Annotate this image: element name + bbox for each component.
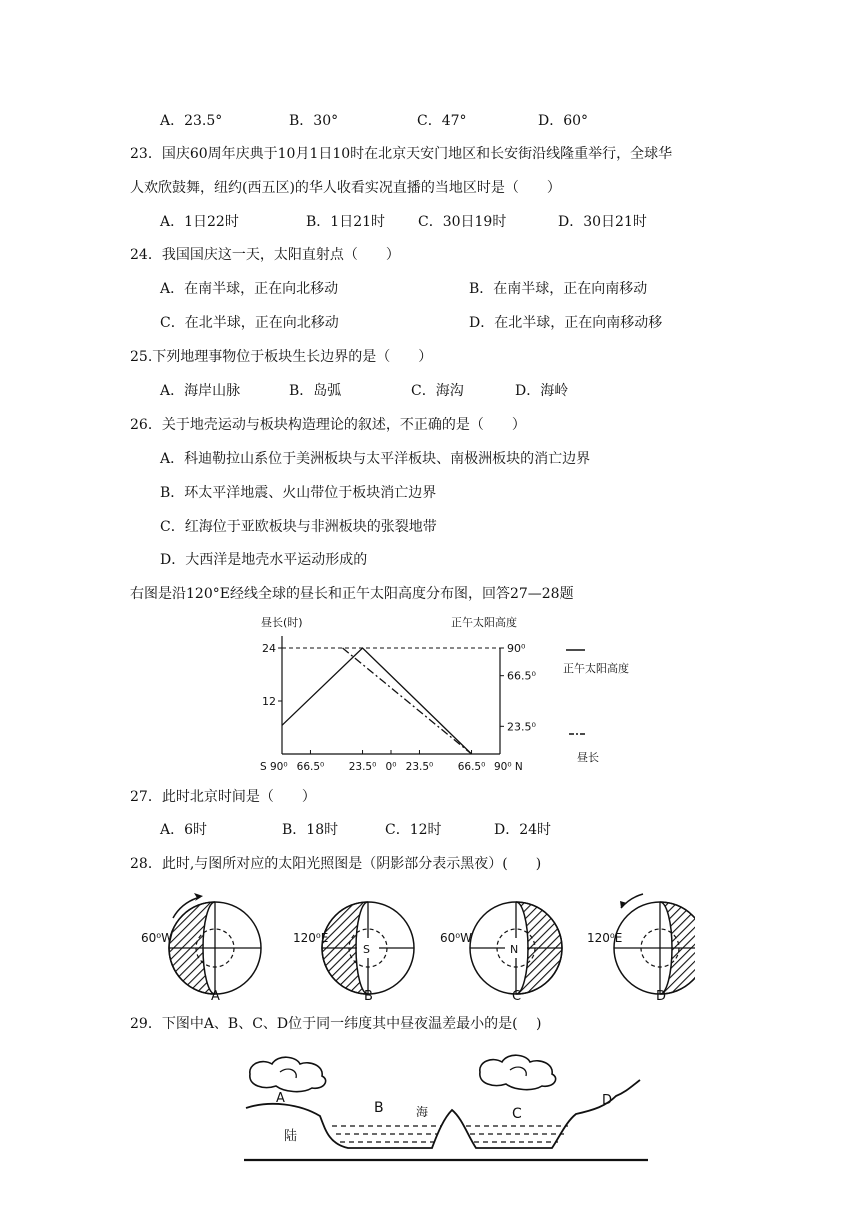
q29-stem: 29．下图中A、B、C、D位于同一纬度其中昼夜温差最小的是( ) xyxy=(130,1016,542,1032)
chart-right-tick-label: 66.5⁰ xyxy=(507,669,536,683)
q27-28-intro: 右图是沿120°E经线全球的昼长和正午太阳高度分布图，回答27—28题 xyxy=(130,586,574,602)
q23-option-c: C．30日19时 xyxy=(418,214,507,230)
q22-option-a: A．23.5° xyxy=(160,113,223,129)
globe-a-meridian: 60⁰W xyxy=(141,931,173,945)
globe-a xyxy=(169,893,261,994)
chart-right-tick-label: 23.5⁰ xyxy=(507,720,536,734)
daylength-sun-altitude-chart xyxy=(255,608,645,778)
globe-c-label: C xyxy=(512,989,522,1002)
chart-left-tick-label: 12 xyxy=(262,695,276,708)
globe-d-meridian: 120⁰E xyxy=(587,931,623,945)
chart-x-tick-label: 66.5⁰ xyxy=(296,761,325,773)
q23-stem-line2: 人欢欣鼓舞，纽约(西五区)的华人收看实况直播的当地区时是（ ） xyxy=(130,180,561,196)
sea-label: 海 xyxy=(416,1105,429,1119)
q25-option-c: C．海沟 xyxy=(411,383,464,399)
chart-x-tick-label: 0⁰ xyxy=(385,761,397,773)
q23-option-b: B．1日21时 xyxy=(306,214,386,230)
chart-left-axis-title: 昼长(时) xyxy=(261,616,303,629)
globe-d xyxy=(614,894,695,994)
q23-option-a: A．1日22时 xyxy=(160,214,239,230)
chart-x-tick-label: S 90⁰ xyxy=(260,761,288,773)
q23-stem-line1: 23．国庆60周年庆典于10月1日10时在北京天安门地区和长安街沿线隆重举行，全球华 xyxy=(130,146,673,162)
q27-option-c: C．12时 xyxy=(385,822,442,838)
q24-option-d: D．在北半球，正在向南移动移 xyxy=(469,315,663,331)
land-sea-diagram xyxy=(240,1052,660,1176)
series-day-length-line xyxy=(343,648,472,754)
q27-option-a: A．6时 xyxy=(160,822,208,838)
q26-option-b: B．环太平洋地震、火山带位于板块消亡边界 xyxy=(160,485,437,501)
chart-right-axis-title: 正午太阳高度 xyxy=(451,616,517,629)
globe-a-label: A xyxy=(211,989,220,1002)
q23-option-d: D．30日21时 xyxy=(558,214,647,230)
q26-option-d: D．大西洋是地壳水平运动形成的 xyxy=(160,552,368,568)
q24-stem: 24．我国国庆这一天，太阳直射点（ ） xyxy=(130,247,400,263)
globe-b-label: B xyxy=(364,989,373,1002)
q26-option-c: C．红海位于亚欧板块与非洲板块的张裂地带 xyxy=(160,519,437,535)
q28-stem: 28．此时,与图所对应的太阳光照图是（阴影部分表示黑夜）( ) xyxy=(130,856,542,872)
q26-stem: 26．关于地壳运动与板块构造理论的叙述，不正确的是（ ） xyxy=(130,417,526,433)
land-label: 陆 xyxy=(284,1129,298,1144)
q26-option-a: A．科迪勒拉山系位于美洲板块与太平洋板块、南极洲板块的消亡边界 xyxy=(160,451,591,467)
q24-option-a: A．在南半球，正在向北移动 xyxy=(160,281,339,297)
globe-b-meridian: 120⁰E xyxy=(293,931,329,945)
q22-option-c: C．47° xyxy=(417,113,467,129)
q25-option-a: A．海岸山脉 xyxy=(160,383,241,399)
q24-option-b: B．在南半球，正在向南移动 xyxy=(469,281,648,297)
point-b-label: B xyxy=(374,1100,384,1116)
q27-option-d: D．24时 xyxy=(494,822,552,838)
q22-option-b: B．30° xyxy=(289,113,339,129)
chart-x-tick-label: 66.5⁰ xyxy=(457,761,486,773)
point-c-label: C xyxy=(512,1106,522,1122)
globe-d-label: D xyxy=(656,989,667,1002)
chart-right-tick-label: 90⁰ xyxy=(507,642,526,655)
chart-x-tick-label: 23.5⁰ xyxy=(348,761,377,773)
q24-option-c: C．在北半球，正在向北移动 xyxy=(160,315,339,331)
legend-day-length-label: 昼长 xyxy=(577,751,599,764)
q25-option-d: D．海岭 xyxy=(515,383,569,399)
q25-stem: 25.下列地理事物位于板块生长边界的是（ ） xyxy=(130,349,433,365)
sunlight-globes xyxy=(135,884,695,1002)
chart-left-tick-label: 24 xyxy=(262,642,276,655)
globe-c-center: N xyxy=(510,943,519,956)
chart-x-tick-label: 23.5⁰ xyxy=(405,761,434,773)
q22-option-d: D．60° xyxy=(538,113,589,129)
globe-c-meridian: 60⁰W xyxy=(440,931,472,945)
legend-noon-altitude-label: 正午太阳高度 xyxy=(563,662,629,675)
point-a-label: A xyxy=(276,1091,285,1106)
q25-option-b: B．岛弧 xyxy=(289,383,342,399)
q27-option-b: B．18时 xyxy=(282,822,339,838)
chart-x-tick-label: 90⁰ N xyxy=(494,761,523,773)
point-d-label: D xyxy=(602,1093,613,1108)
series-noon-altitude-line xyxy=(282,648,472,754)
q27-stem: 27．此时北京时间是（ ） xyxy=(130,789,316,805)
globe-b-center: S xyxy=(363,943,370,956)
